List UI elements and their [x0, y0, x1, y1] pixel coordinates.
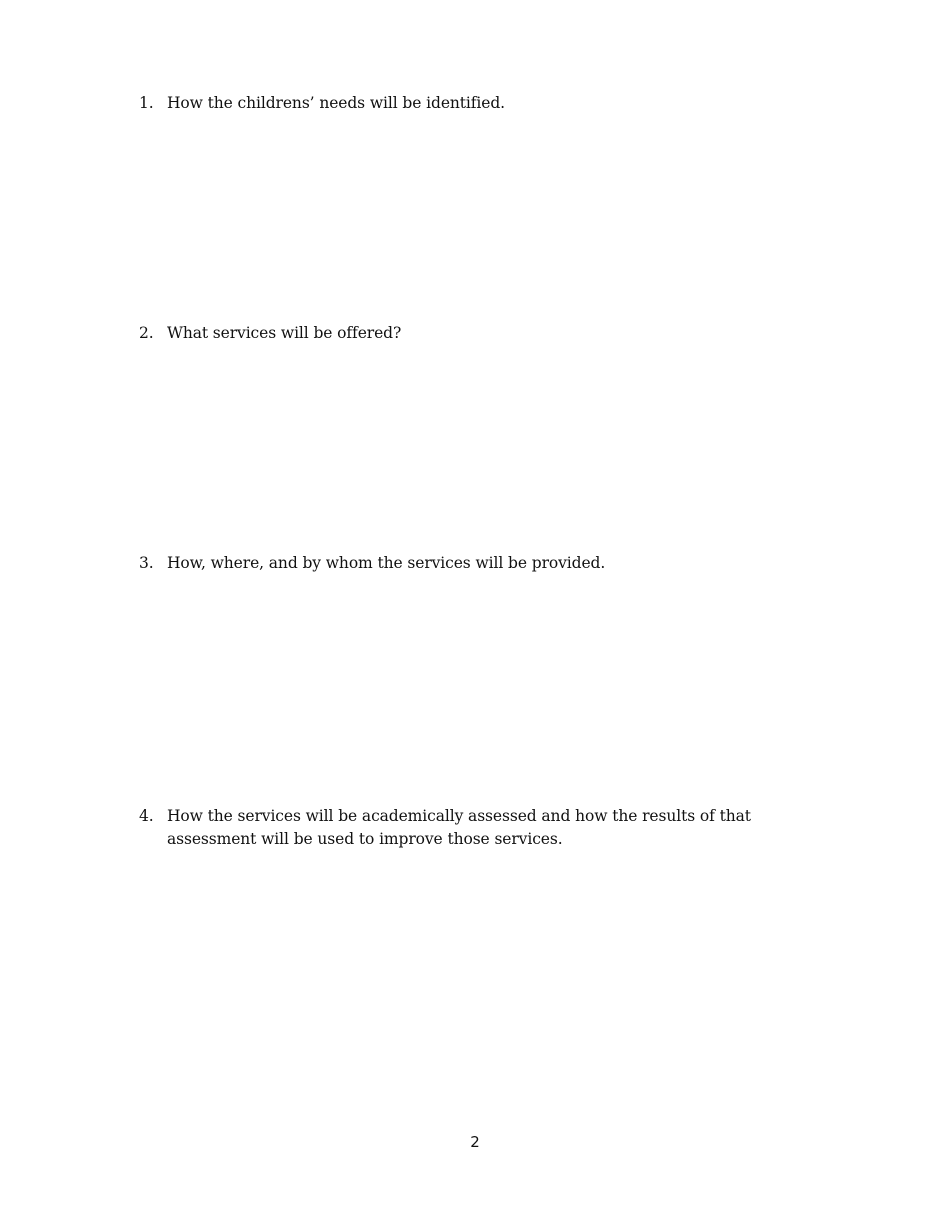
- question-item: [139, 322, 839, 345]
- question-number: 2.: [139, 324, 154, 342]
- page-number: 2: [470, 1133, 480, 1151]
- question-number: 3.: [139, 554, 154, 572]
- question-item: [139, 92, 839, 115]
- question-text: How, where, and by whom the services will be provided.: [167, 554, 606, 572]
- question-text: How the services will be academically assessed and how the results of that assessment will be used to improve those services.: [167, 807, 751, 848]
- question-item: [139, 552, 839, 575]
- question-number: 4.: [139, 807, 154, 825]
- question-number: 1.: [139, 94, 154, 112]
- question-text: How the childrens’ needs will be identified.: [167, 94, 505, 112]
- question-text: What services will be offered?: [167, 324, 402, 342]
- question-item: [139, 805, 839, 851]
